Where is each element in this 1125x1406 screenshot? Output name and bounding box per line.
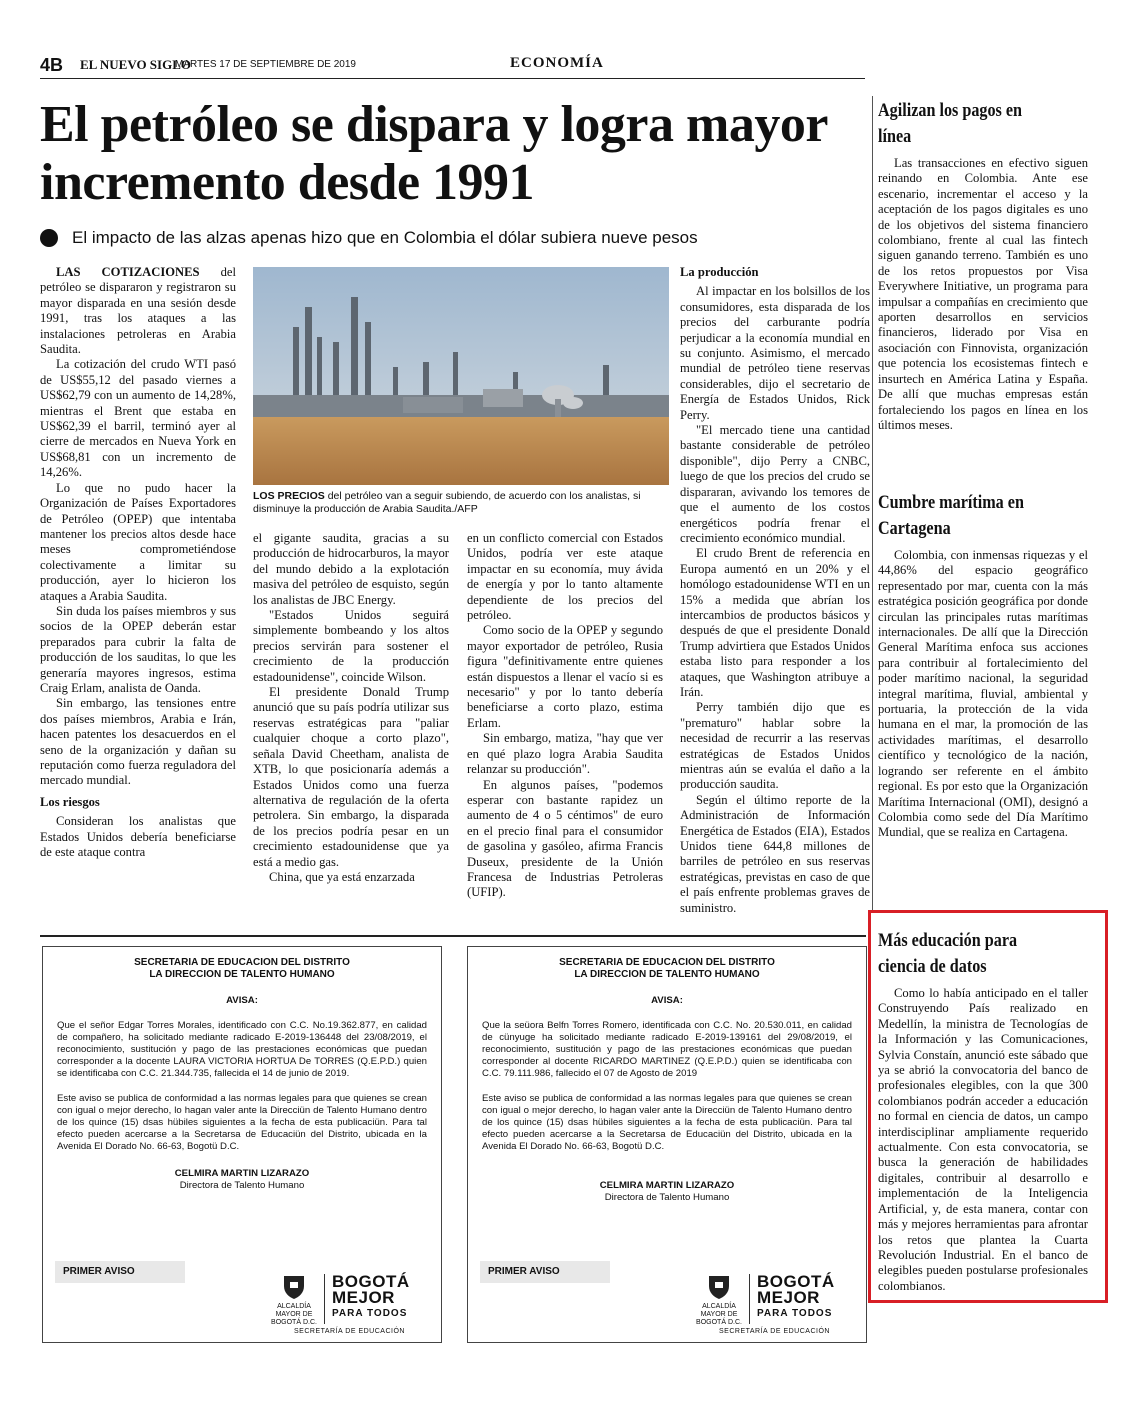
paragraph: en un conflicto comercial con Estados Unidos, podría ver este ataque impactar en su economía, muy ávida de energía y por lo tanto altamente dependiente de los precios del petróleo. — [467, 531, 663, 623]
section-name: ECONOMÍA — [510, 55, 604, 71]
page-number: 4B — [40, 55, 64, 75]
primer-aviso-label: PRIMER AVISO — [55, 1261, 185, 1283]
notice-title: SECRETARIA DE EDUCACION DEL DISTRITO — [134, 957, 350, 968]
notice-signature: CELMIRA MARTIN LIZARAZO — [174, 1167, 310, 1179]
notice-paragraph: Este aviso se publica de conformidad a las normas legales para que quienes se crean con igual o mejor derecho, lo hagan valer ante la Direcciün de Talento Humano dentro de los quince (15) dsas hübiles siguientes a la fecha de esta publicaciün. Para tal efecto pueden acercarse a la Secretarsa de Educaciün del Distrito, ubicada en la Avenida El Dorado No. 66-63, Bogotü D.C. — [482, 1092, 852, 1153]
paragraph: Como socio de la OPEP y segundo mayor exportador de petróleo, Rusia figura "definitivamente entre quienes están dispuestos a llenar el vacío si es necesario" y por lo tanto debería beneficiarse a corto plazo, estima Erlam. — [467, 623, 663, 730]
article-column-1 — [40, 265, 236, 860]
paragraph: Lo que no pudo hacer la Organización de Países Exportadores de Petróleo (OPEP) que intentaba mantener los precios altos desde hace meses comprometiéndose colectivamente a limitar su producción, ayer lo hicieron los ataques a Arabia Saudita. — [40, 480, 236, 603]
sidebar-title: Agilizan los pagos en línea — [878, 100, 1023, 147]
notice-avisa: AVISA: — [651, 995, 683, 1007]
sidebar-story-maritime — [878, 490, 1088, 841]
sidebar-title: Más educación para ciencia de datos — [878, 930, 1018, 977]
primer-aviso-label: PRIMER AVISO — [480, 1261, 610, 1283]
article-column-4 — [680, 265, 870, 916]
section-divider — [40, 935, 866, 937]
headline: El petróleo se dispara y logra mayor incremento desde 1991 — [40, 96, 827, 211]
coat-of-arms-icon: ALCALDÍA MAYOR DE BOGOTÁ D.C. — [693, 1274, 745, 1318]
paragraph: En algunos países, "podemos esperar con bastante rapidez un aumento de 4 o 5 céntimos" de euro en el precio final para el consumidor de gasolina y gasóleo, afirma Francis Duseux, presidente de la Unión Francesa de Industrias Petroleras (UFIP). — [467, 777, 663, 900]
sidebar-text: Colombia, con inmensas riquezas y el 44,86% del espacio geográfico representado por mar, cuenta con la más estratégica posición geográfica por donde circulan las principales rutas marítimas internacionales. De allí que la Dirección General Marítima enfoca sus acciones para contribuir al fortalecimiento del poder marítimo nacional, la seguridad integral marítima, fluvial, ambiental y portuaria, la protección de la vida humana en el mar, la promoción de las actividades marítimas, el desarrollo científico y tecnológico de la nación, logrando ser referente en el ámbito regional. Es por esto que la Organización Marítima Internacional (OMI), designó a Colombia como sede del Día Marítimo Mundial, que se realiza en Cartagena. — [878, 548, 1088, 840]
subheading: La producción — [680, 265, 759, 279]
paragraph: "El mercado tiene una cantidad bastante considerable de petróleo disponible", dijo Perry a CNBC, luego de que los precios del crudo se dispararan, avivando los temores de que el aumento de los costos energéticos podría frenar el crecimiento económico mundial. — [680, 423, 870, 545]
legal-notice-1 — [42, 946, 442, 1343]
bullet-icon — [40, 229, 58, 247]
notice-avisa: AVISA: — [226, 995, 258, 1007]
paragraph: La cotización del crudo WTI pasó de US$55,12 del pasado viernes a US$62,79 con un aumento de 14,28%, mientras el Brent que estaba en US$62,39 el barril, terminó ayer al cierre de mercados en Nueva York en US$68,81 con un incremento de 14,26%. — [40, 357, 236, 480]
caption-text: del petróleo van a seguir subiendo, de acuerdo con los analistas, si disminuye la producción de Arabia Saudita./AFP — [253, 490, 641, 515]
paragraph: El crudo Brent de referencia en Europa aumentó en un 20% y el homólogo estadounidense WTI en un 15% a medida que abrían los intercambios de productos básicos y después de que el presidente Donald Trump advirtiera que Estados Unidos estaba listo para responder a los ataques, que Washington atribuye a Irán. — [680, 546, 870, 699]
newspaper-name: EL NUEVO SIGLO — [80, 57, 191, 72]
article-column-2 — [253, 531, 449, 885]
notice-subtitle: LA DIRECCION DE TALENTO HUMANO — [574, 969, 760, 981]
coat-of-arms-icon: ALCALDÍA MAYOR DE BOGOTÁ D.C. — [268, 1274, 320, 1318]
subheading: Los riesgos — [40, 794, 100, 809]
article-column-3 — [467, 531, 663, 901]
bogota-logo: ALCALDÍA MAYOR DE BOGOTÁ D.C. BOGOTÁ MEJOR PARA TODOS SECRETARÍA DE EDUCACIÓN — [693, 1274, 863, 1334]
column-divider — [872, 96, 873, 911]
highlight-box — [868, 910, 1108, 1303]
paragraph: el gigante saudita, gracias a su producción de hidrocarburos, la mayor del mundo debido a la explotación masiva del petróleo de esquisto, según los analistas de JBC Energy. — [253, 531, 449, 607]
paragraph: "Estados Unidos seguirá simplemente bombeando y los altos precios servirán para sostener el crecimiento de la producción estadounidense", coincide Wilson. — [253, 608, 449, 684]
photo-caption — [253, 490, 669, 516]
notice-role: Directora de Talento Humano — [179, 1179, 305, 1191]
paragraph: Al impactar en los bolsillos de los consumidores, esta disparada de los precios del carburante podría perjudicar a la economía mundial en su conjunto. Asimismo, el mercado mundial de petróleo tiene reservas considerables, dijo el secretario de Energía de Estados Unidos, Rick Perry. — [680, 284, 870, 422]
sidebar-text: Las transacciones en efectivo siguen reinando en Colombia. Ante ese escenario, incrementar el acceso y la aceptación de los pagos digitales es uno de los objetivos del sistema financiero colombiano, frente al cual las fintech siguen ganando terreno. También es uno de los retos propuestos por Visa Everywhere Initiative, un programa para impulsar a compañías en crecimiento que aporten desarrollos en servicios financieros, liderado por Visa en asociación con Finnovista, organización que potencia los ecosistemas fintech e insurtech en América Latina y España. De allí que muchas empresas están fortaleciendo los pagos en línea en los últimos meses. — [878, 156, 1088, 432]
paragraph: Perry también dijo que es "prematuro" hablar sobre la necesidad de recurrir a las reservas estratégicas de Estados Unidos mientras aún se evalúa el daño a la producción saudita. — [680, 700, 870, 792]
notice-paragraph: Que el señor Edgar Torres Morales, identificado con C.C. No.19.362.877, en calidad de compañero, ha solicitado mediante radicado E-2019-136448 del 23/08/2019, el reconocimiento, sustitución y pago de las prestaciones económicas que puedan corresponder a la docente LAURA VICTORIA HORTUA De TORRES (Q.E.P.D.) quien se identificaba con C.C. 21.344.735, fallecida el 14 de junio de 2019. — [57, 1019, 427, 1080]
refinery-photo — [253, 267, 669, 485]
notice-title: SECRETARIA DE EDUCACION DEL DISTRITO — [559, 957, 775, 968]
issue-date: MARTES 17 DE SEPTIEMBRE DE 2019 — [175, 59, 356, 70]
paragraph: Sin embargo, las tensiones entre dos países miembros, Arabia e Irán, hacen patentes los desacuerdos en el seno de la organización y dañan su reputación como fuerza reguladora del mercado mundial. — [40, 696, 236, 788]
paragraph: El presidente Donald Trump anunció que su país podría utilizar sus reservas estratégicas para "paliar cualquier choque a corto plazo", señala David Cheetham, analista de XTB, lo que posicionaría además a Estados Unidos como una fuerza alternativa de regulación de la oferta petrolera. Sin embargo, la disparada de los precios podría pesar en un crecimiento estadounidense que ya está a medio gas. — [253, 685, 449, 869]
notice-role: Directora de Talento Humano — [604, 1191, 730, 1203]
notice-signature: CELMIRA MARTIN LIZARAZO — [599, 1179, 735, 1191]
sidebar-title: Cumbre marítima en Cartagena — [878, 492, 1024, 539]
paragraph: del petróleo se dispararon y registraron su mayor disparada en una sesión desde 1991, tras los ataques a las instalaciones petroleras en Arabia Saudita. — [40, 265, 236, 357]
paragraph: China, que ya está enzarzada — [269, 869, 415, 884]
subhead-text: El impacto de las alzas apenas hizo que en Colombia el dólar subiera nueve pesos — [72, 228, 698, 247]
paragraph: Según el último reporte de la Administración de Información Energética de Estados (EIA), Estados Unidos tiene 644,8 millones de barriles de petróleo en sus reservas estratégicas, previstas en caso de que el país enfrente problemas graves de suministro. — [680, 792, 870, 915]
paragraph: Consideran los analistas que Estados Unidos debería beneficiarse de este ataque contra — [40, 814, 236, 860]
legal-notice-2 — [467, 946, 867, 1343]
bogota-logo: ALCALDÍA MAYOR DE BOGOTÁ D.C. BOGOTÁ MEJOR PARA TODOS SECRETARÍA DE EDUCACIÓN — [268, 1274, 438, 1334]
sidebar-story-payments — [878, 98, 1088, 433]
paragraph: Sin embargo, matiza, "hay que ver en qué plazo logra Arabia Saudita relanzar su producción". — [467, 731, 663, 777]
notice-paragraph: Este aviso se publica de conformidad a las normas legales para que quienes se crean con igual o mejor derecho, lo hagan valer ante la Direcciün de Talento Humano dentro de los quince (15) dsas hübiles siguientes a la fecha de esta publicaciün. Para tal efecto pueden acercarse a la Secretarsa de Educaciün del Distrito, ubicada en la Avenida El Dorado No. 66-63, Bogotü D.C. — [57, 1092, 427, 1153]
notice-subtitle: LA DIRECCION DE TALENTO HUMANO — [149, 969, 335, 981]
masthead — [40, 57, 865, 79]
lead-in: LAS COTIZACIONES — [56, 265, 200, 279]
caption-lead: LOS PRECIOS — [253, 490, 325, 502]
notice-paragraph: Que la seüora Belfn Torres Romero, identificada con C.C. No. 20.530.011, en calidad de cünyuge ha solicitado mediante radicado E-2019-139161 del 29/08/2019, el reconocimiento, sustitución y pago de las prestaciones económicas que puedan corresponder al docente RICARDO MARTINEZ (Q.E.P.D.) quien se identificaba con C.C. 79.111.986, fallecido el 07 de Agosto de 2019 — [482, 1019, 852, 1080]
paragraph: Sin duda los países miembros y sus socios de la OPEP deberán estar preparados para cubrir la falta de producción de los sauditas, lo que les generaría mayores ingresos, estima Craig Erlam, analista de Oanda. — [40, 603, 236, 695]
subhead — [40, 228, 860, 248]
sidebar-text: Como lo había anticipado en el taller Construyendo País realizado en Medellín, la ministra de Tecnologías de la Información y las Comunicaciones, Sylvia Constaín, anunció este sábado que ya se abrió la convocatoria del banco de profesionales elegibles, con la que 300 colombianos podrán acceder a educación no formal en ciencia de datos, un campo interdisciplinar ampliamente requerido actualmente. Con esta convocatoria, se busca la generación de habilidades digitales, contribuir al desarrollo e implementación de la Inteligencia Artificial, y, de esta manera, contar con más y mejores herramientas para afrontar los retos que plantea la Cuarta Revolución Industrial. En el banco de elegibles pueden postularse profesionales colombianos. — [878, 986, 1088, 1293]
